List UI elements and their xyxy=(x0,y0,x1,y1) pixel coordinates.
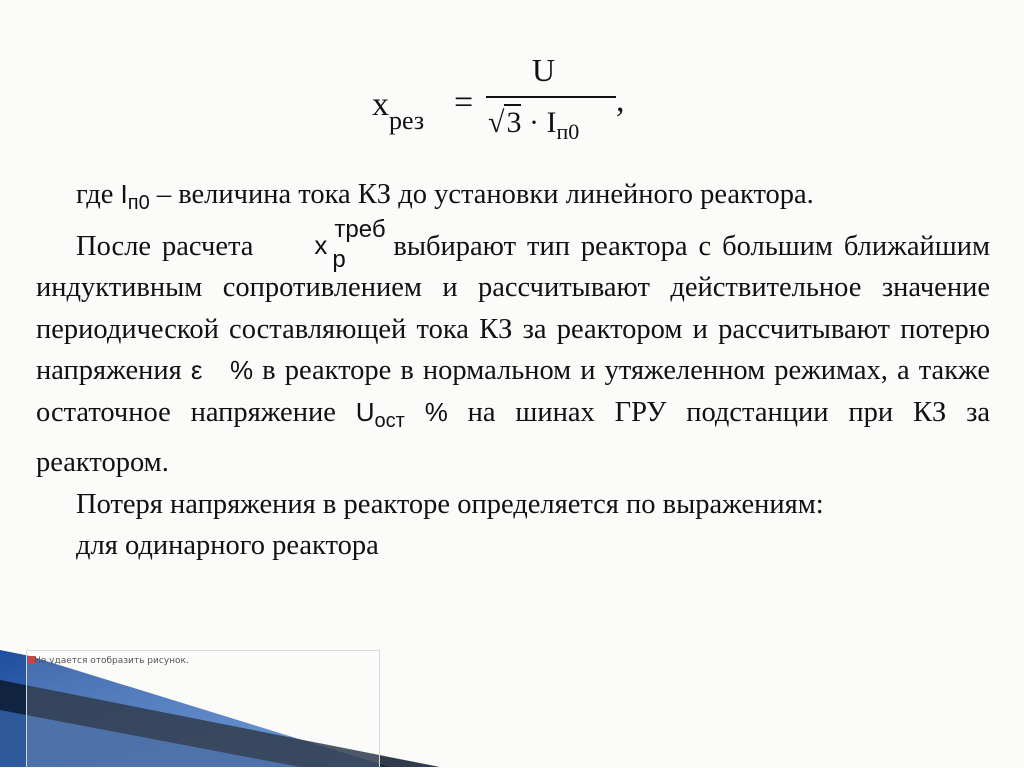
current-symbol: $I_{п0}$ xyxy=(120,179,150,215)
paragraph-calculation: После расчета x треб р выбирают тип реактора с большим ближайшим индуктивным сопротивлением и рассчитывают действительное значение периодической составляющей тока КЗ за реактором и рассчитывают потерю напряжения ε % в реакторе в нормальном и утяжеленном режимах, а также остаточное напряжение $U_{ост}$ % на шинах ГРУ подстанции при КЗ за реактором. xyxy=(36,215,991,479)
missing-image-placeholder xyxy=(26,650,380,768)
required-reactance-symbol: x треб р xyxy=(314,215,386,273)
residual-voltage-symbol: $U_{ост}$ % xyxy=(355,396,448,432)
paragraph-definition: где $I_{п0}$ – величина тока КЗ до установки линейного реактора. xyxy=(76,179,814,215)
missing-image-label: Не удается отобразить рисунок. xyxy=(34,656,189,666)
formula-equals: = xyxy=(454,84,474,121)
formula-lhs: $x_{рез}$ xyxy=(372,86,425,135)
paragraph-single-reactor: для одинарного реактора xyxy=(76,530,379,562)
formula-numerator: U xyxy=(532,52,556,88)
paragraph-voltage-loss: Потеря напряжения в реакторе определяется по выражениям: xyxy=(76,488,824,520)
reactor-resistance-formula xyxy=(372,52,632,162)
body-text xyxy=(36,174,990,567)
fraction-bar xyxy=(486,96,616,98)
formula-lhs-subscript: рез xyxy=(389,105,425,135)
formula-denominator: $√3 \cdot I_{п0}$ xyxy=(488,106,580,144)
formula-comma: , xyxy=(616,82,625,119)
voltage-loss-symbol: ε % xyxy=(190,355,254,386)
